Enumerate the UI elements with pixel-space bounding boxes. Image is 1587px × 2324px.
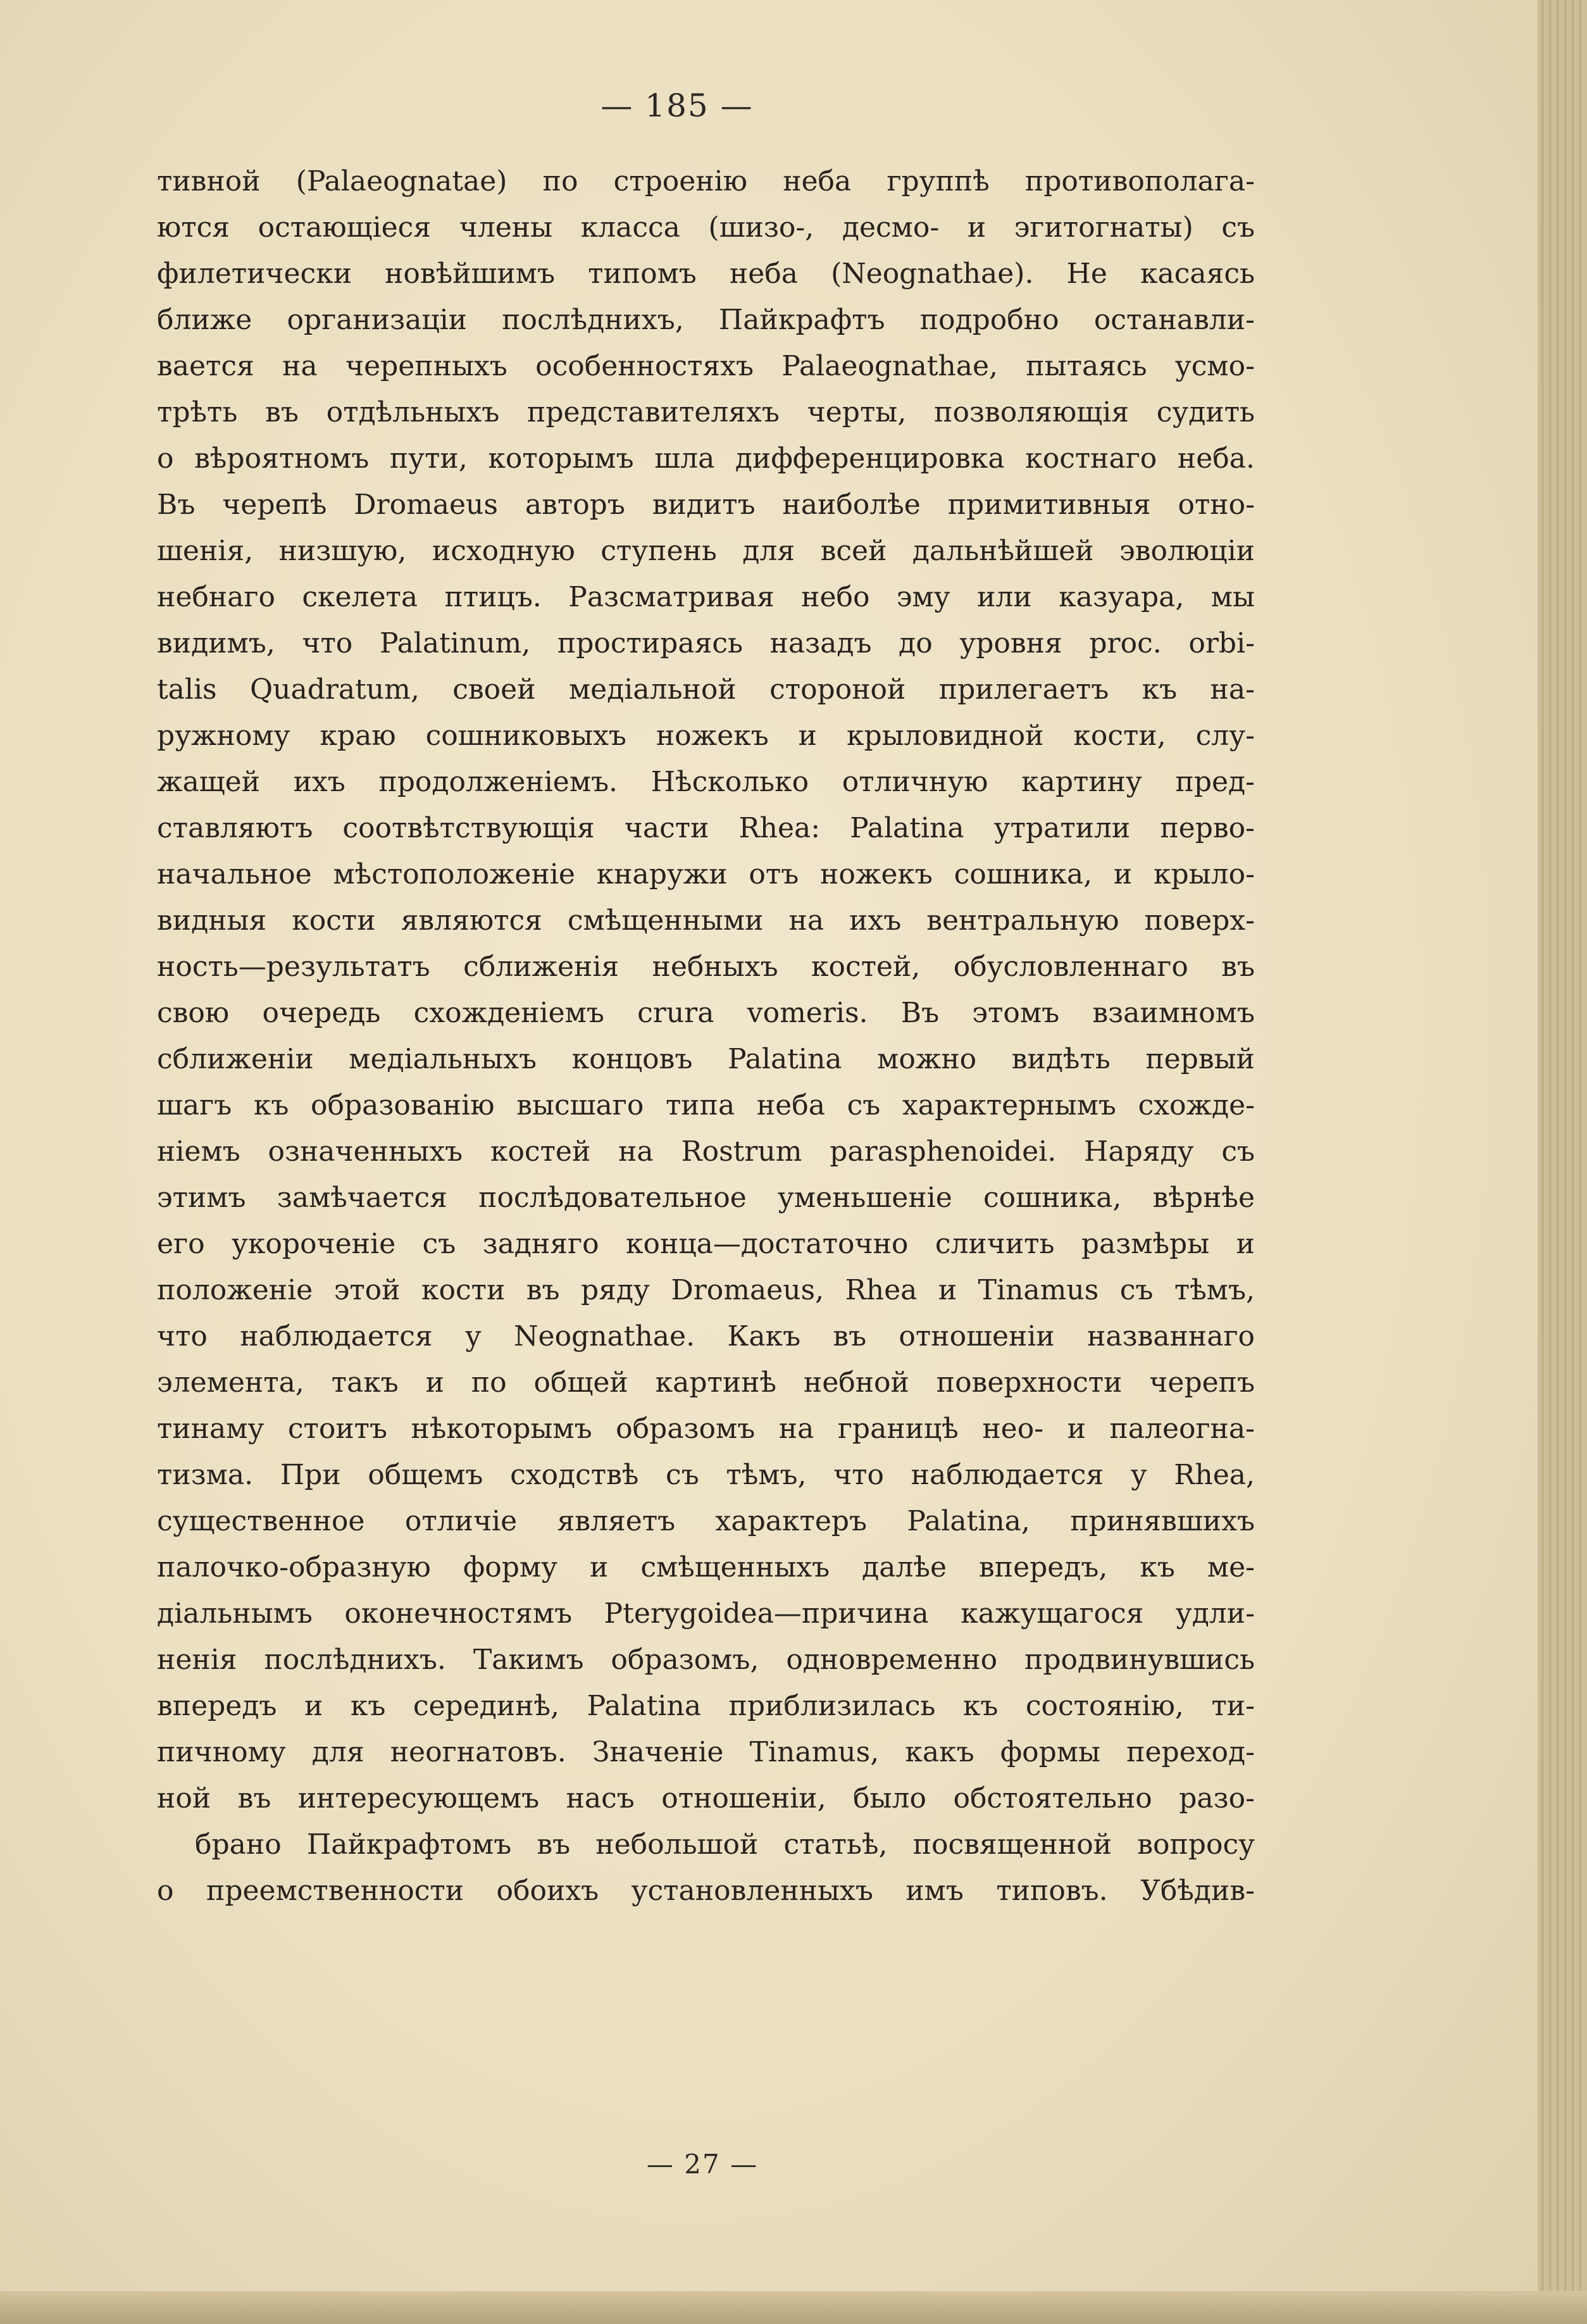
text-line: трѣть въ отдѣльныхъ представителяхъ черты, позволяющія судить (157, 396, 1255, 428)
text-line: свою очередь схожденіемъ crura vomeris. Въ этомъ взаимномъ (157, 997, 1255, 1029)
text-line: существенное отличіе являетъ характеръ Palatina, принявшихъ (157, 1505, 1255, 1537)
text-line: вается на черепныхъ особенностяхъ Palaeognathae, пытаясь усмо- (157, 350, 1255, 382)
text-line: филетически новѣйшимъ типомъ неба (Neognathae). Не касаясь (157, 258, 1255, 290)
text-line: сближеніи медіальныхъ концовъ Palatina можно видѣть первый (157, 1043, 1255, 1075)
text-line: его укороченіе съ задняго конца—достаточно сличить размѣры и (157, 1228, 1255, 1260)
text-line: talis Quadratum, своей медіальной стороной прилегаетъ къ на- (157, 673, 1255, 706)
text-line: ются остающіеся члены класса (шизо-, десмо- и эгитогнаты) съ (157, 211, 1255, 244)
text-line: видимъ, что Palatinum, простираясь назадъ до уровня proc. orbi- (157, 627, 1255, 659)
text-line: положеніе этой кости въ ряду Dromaeus, Rhea и Tinamus съ тѣмъ, (157, 1274, 1255, 1306)
text-line: ной въ интересующемъ насъ отношеніи, было обстоятельно разо- (157, 1782, 1255, 1815)
text-line: видныя кости являются смѣщенными на ихъ вентральную поверх- (157, 904, 1255, 937)
text-line: впередъ и къ серединѣ, Palatina приблизилась къ состоянію, ти- (157, 1690, 1255, 1722)
text-line: діальнымъ оконечностямъ Pterygoidea—причина кажущагося удли- (157, 1597, 1255, 1630)
text-line: начальное мѣстоположеніе кнаружи отъ ножекъ сошника, и крыло- (157, 858, 1255, 890)
text-line: ненія послѣднихъ. Такимъ образомъ, одновременно продвинувшись (157, 1644, 1255, 1676)
text-line: тивной (Palaeognatae) по строенію неба группѣ противополага- (157, 165, 1255, 197)
text-line: этимъ замѣчается послѣдовательное уменьшеніе сошника, вѣрнѣе (157, 1182, 1255, 1214)
text-line: палочко-образную форму и смѣщенныхъ далѣе впередъ, къ ме- (157, 1551, 1255, 1584)
text-line: о вѣроятномъ пути, которымъ шла дифференцировка костнаго неба. (157, 442, 1255, 475)
text-line: Въ черепѣ Dromaeus авторъ видитъ наиболѣе примитивныя отно- (157, 489, 1255, 521)
text-line: элемента, такъ и по общей картинѣ небной поверхности черепъ (157, 1366, 1255, 1399)
text-line: шагъ къ образованію высшаго типа неба съ характернымъ схожде- (157, 1089, 1255, 1121)
signature-mark-footer: — 27 — (646, 2149, 759, 2180)
text-line: пичному для неогнатовъ. Значеніе Tinamus, какъ формы переход- (157, 1736, 1255, 1768)
text-line: о преемственности обоихъ установленныхъ имъ типовъ. Убѣдив- (157, 1875, 1255, 1907)
text-line: небнаго скелета птицъ. Разсматривая небо эму или казуара, мы (157, 581, 1255, 613)
text-line: ность—результатъ сближенія небныхъ костей, обусловленнаго въ (157, 951, 1255, 983)
text-line: ставляютъ соотвѣтствующія части Rhea: Palatina утратили перво- (157, 812, 1255, 844)
page-stack-edge (1538, 0, 1587, 2324)
text-line: ружному краю сошниковыхъ ножекъ и крыловидной кости, слу- (157, 720, 1255, 752)
text-line: что наблюдается у Neognathae. Какъ въ отношеніи названнаго (157, 1320, 1255, 1353)
text-line: жащей ихъ продолженіемъ. Нѣсколько отличную картину пред- (157, 766, 1255, 798)
text-line: шенія, низшую, исходную ступень для всей дальнѣйшей эволюціи (157, 535, 1255, 567)
text-line: брано Пайкрафтомъ въ небольшой статьѣ, посвященной вопросу (195, 1828, 1255, 1861)
page-bottom-edge (0, 2291, 1587, 2324)
text-line: тинаму стоитъ нѣкоторымъ образомъ на границѣ нео- и палеогна- (157, 1413, 1255, 1445)
text-line: тизма. При общемъ сходствѣ съ тѣмъ, что наблюдается у Rhea, (157, 1459, 1255, 1491)
text-line: ніемъ означенныхъ костей на Rostrum parasphenoidei. Наряду съ (157, 1135, 1255, 1168)
page-number-header: — 185 — (601, 87, 754, 124)
text-line: ближе организаціи послѣднихъ, Пайкрафтъ подробно останавли- (157, 304, 1255, 336)
body-text (157, 158, 1255, 1914)
